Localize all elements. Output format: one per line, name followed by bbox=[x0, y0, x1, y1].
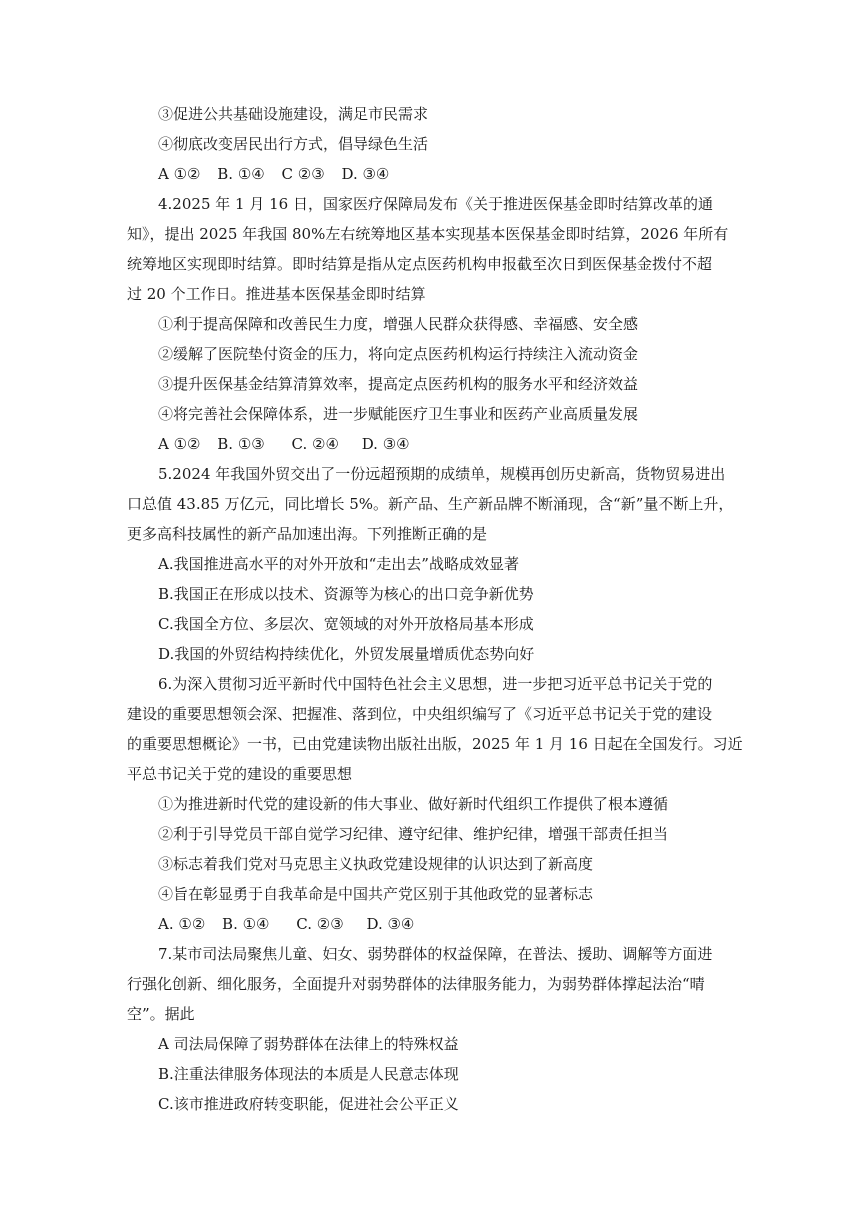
q6-option-3: ③标志着我们党对马克思主义执政党建设规律的认识达到了新高度 bbox=[158, 855, 594, 873]
q6-option-2: ②利于引导党员干部自觉学习纪律、遵守纪律、维护纪律，增强干部责任担当 bbox=[158, 825, 669, 843]
q3-choice-d: D. ③④ bbox=[341, 165, 390, 183]
q4-option-4: ④将完善社会保障体系，进一步赋能医疗卫生事业和医药产业高质量发展 bbox=[158, 405, 639, 423]
q3-choice-c: C ②③ bbox=[281, 165, 325, 183]
q6-choices bbox=[158, 914, 426, 934]
q7-stem-line-1: 7.某市司法局聚焦儿童、妇女、弱势群体的权益保障，在普法、援助、调解等方面进 bbox=[158, 945, 713, 963]
q6-choice-d: D. ③④ bbox=[366, 915, 415, 933]
q6-choice-b: B. ①④ bbox=[222, 915, 270, 933]
q4-choice-a: A ①② bbox=[158, 435, 201, 453]
q7-option-a: A 司法局保障了弱势群体在法律上的特殊权益 bbox=[158, 1035, 459, 1053]
q4-stem-line-1: 4.2025 年 1 月 16 日，国家医疗保障局发布《关于推进医保基金即时结算改革的通 bbox=[158, 195, 713, 213]
q6-choice-c: C. ②③ bbox=[296, 915, 344, 933]
q5-stem-line-2: 口总值 43.85 万亿元，同比增长 5%。新产品、生产新品牌不断涌现，含“新”量不断上升， bbox=[127, 495, 734, 513]
q3-option-4: ④彻底改变居民出行方式，倡导绿色生活 bbox=[158, 135, 429, 153]
q5-stem-line-3: 更多高科技属性的新产品加速出海。下列推断正确的是 bbox=[127, 525, 488, 543]
q4-option-1: ①利于提高保障和改善民生力度，增强人民群众获得感、幸福感、安全感 bbox=[158, 315, 639, 333]
q6-stem-line-2: 建设的重要思想领会深、把握准、落到位，中央组织编写了《习近平总书记关于党的建设 bbox=[127, 705, 713, 723]
q3-choices bbox=[158, 164, 401, 184]
q6-stem-line-1: 6.为深入贯彻习近平新时代中国特色社会主义思想，进一步把习近平总书记关于党的 bbox=[158, 675, 713, 693]
q4-stem-line-4: 过 20 个工作日。推进基本医保基金即时结算 bbox=[127, 285, 426, 303]
q4-stem-line-2: 知》，提出 2025 年我国 80%左右统筹地区基本实现基本医保基金即时结算，2026 年所有 bbox=[127, 225, 729, 243]
q7-option-c: C.该市推进政府转变职能，促进社会公平正义 bbox=[158, 1095, 459, 1113]
q3-option-3: ③促进公共基础设施建设，满足市民需求 bbox=[158, 105, 429, 123]
q7-stem-line-3: 空”。据此 bbox=[127, 1005, 195, 1023]
q6-choice-a: A. ①② bbox=[158, 915, 206, 933]
q4-option-2: ②缓解了医院垫付资金的压力，将向定点医药机构运行持续注入流动资金 bbox=[158, 345, 639, 363]
q5-option-c: C.我国全方位、多层次、宽领域的对外开放格局基本形成 bbox=[158, 615, 534, 633]
q5-stem-line-1: 5.2024 年我国外贸交出了一份远超预期的成绩单，规模再创历史新高，货物贸易进出 bbox=[158, 465, 726, 483]
q5-option-d: D.我国的外贸结构持续优化，外贸发展量增质优态势向好 bbox=[158, 645, 535, 663]
q4-choice-d: D. ③④ bbox=[361, 435, 410, 453]
q3-choice-b: B. ①④ bbox=[217, 165, 265, 183]
q3-choice-a: A ①② bbox=[158, 165, 201, 183]
q4-choices bbox=[158, 434, 422, 454]
q7-option-b: B.注重法律服务体现法的本质是人民意志体现 bbox=[158, 1065, 459, 1083]
q4-choice-c: C. ②④ bbox=[291, 435, 339, 453]
q4-choice-b: B. ①③ bbox=[217, 435, 265, 453]
q5-option-b: B.我国正在形成以技术、资源等为核心的出口竞争新优势 bbox=[158, 585, 534, 603]
q6-stem-line-3: 的重要思想概论》一书，已由党建读物出版社出版，2025 年 1 月 16 日起在全国发行。习近 bbox=[127, 735, 743, 753]
q5-option-a: A.我国推进高水平的对外开放和“走出去”战略成效显著 bbox=[158, 555, 519, 573]
q6-option-4: ④旨在彰显勇于自我革命是中国共产党区别于其他政党的显著标志 bbox=[158, 885, 594, 903]
q6-stem-line-4: 平总书记关于党的建设的重要思想 bbox=[127, 765, 353, 783]
q7-stem-line-2: 行强化创新、细化服务，全面提升对弱势群体的法律服务能力，为弱势群体撑起法治“晴 bbox=[127, 975, 705, 993]
q6-option-1: ①为推进新时代党的建设新的伟大事业、做好新时代组织工作提供了根本遵循 bbox=[158, 795, 669, 813]
q4-option-3: ③提升医保基金结算清算效率，提高定点医药机构的服务水平和经济效益 bbox=[158, 375, 639, 393]
q4-stem-line-3: 统筹地区实现即时结算。即时结算是指从定点医药机构申报截至次日到医保基金拨付不超 bbox=[127, 255, 713, 273]
